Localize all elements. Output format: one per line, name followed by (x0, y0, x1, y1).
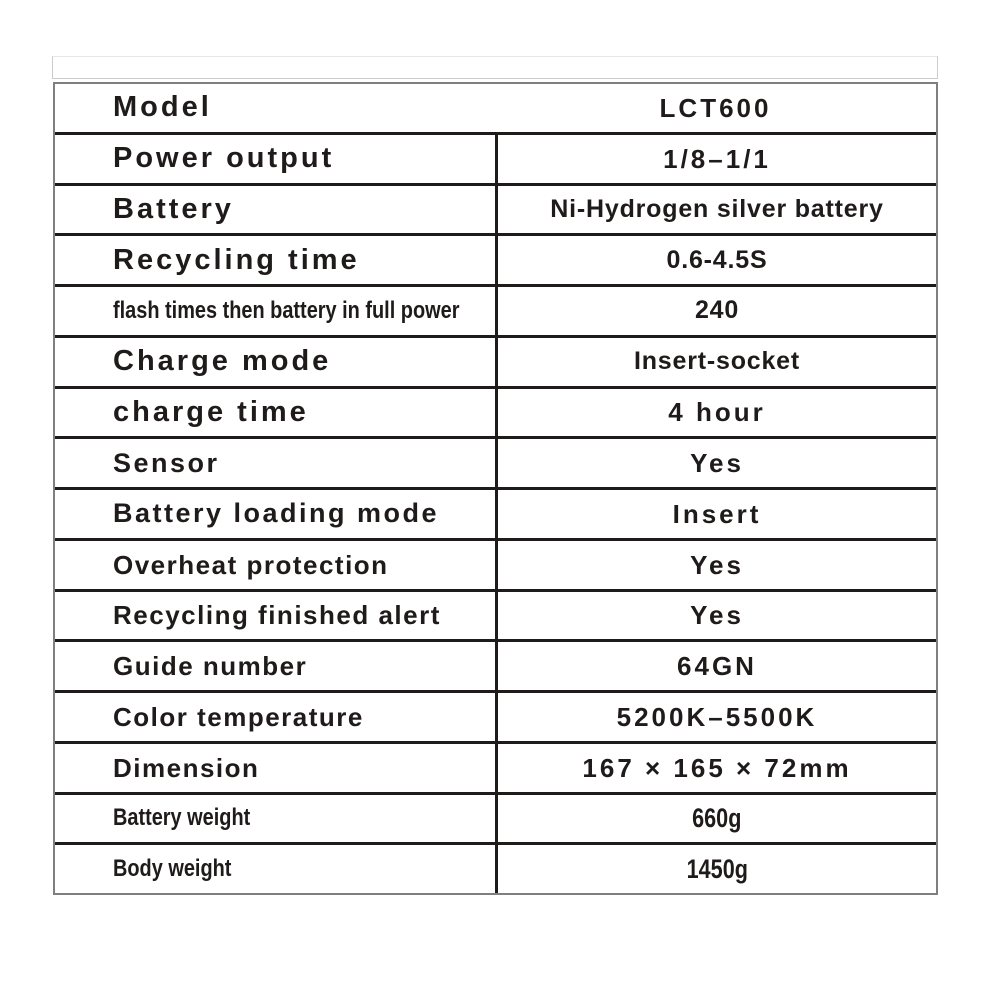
spec-label-cell (55, 845, 495, 893)
spec-value: LCT600 (659, 92, 772, 123)
spec-value: 167 × 165 × 72mm (582, 752, 852, 783)
table-row (55, 335, 936, 386)
spec-label: Color temperature (113, 701, 364, 732)
spec-value: Yes (690, 600, 744, 631)
spec-value: Insert-socket (633, 347, 800, 376)
table-row (55, 132, 936, 183)
spec-value: 4 hour (668, 397, 766, 428)
spec-value-cell (495, 186, 936, 234)
spec-label-cell (55, 642, 495, 690)
spec-label: Recycling time (113, 243, 360, 276)
spec-table (53, 82, 938, 895)
spec-value: 660g (692, 802, 742, 833)
spec-value: 240 (694, 296, 740, 325)
spec-value-cell (495, 389, 936, 437)
spec-label-cell (55, 439, 495, 487)
spec-value: 1450g (686, 853, 748, 884)
spec-value-cell (495, 439, 936, 487)
spec-label: charge time (113, 395, 309, 428)
spec-value-cell (495, 744, 936, 792)
spec-value-cell (495, 541, 936, 589)
spec-label-cell (55, 287, 495, 335)
spec-label: Charge mode (113, 345, 332, 378)
table-row (55, 690, 936, 741)
spec-label-cell (55, 84, 495, 132)
spec-label: Sensor (113, 447, 220, 478)
spec-label: Model (113, 91, 212, 124)
table-row (55, 639, 936, 690)
table-row (55, 183, 936, 234)
spec-label-cell (55, 236, 495, 284)
table-row (55, 84, 936, 132)
spec-label: Battery (113, 192, 234, 225)
spec-label-cell (55, 389, 495, 437)
spec-value-cell (495, 338, 936, 386)
spec-value: 0.6-4.5S (666, 245, 768, 274)
spec-label: flash times then battery in full power (113, 296, 460, 324)
spec-label: Recycling finished alert (113, 600, 441, 631)
table-row (55, 538, 936, 589)
spec-label: Dimension (113, 752, 260, 783)
spec-label: Battery weight (113, 804, 251, 832)
spec-value-cell (495, 236, 936, 284)
spec-label: Overheat protection (113, 549, 389, 580)
spec-value-cell (495, 693, 936, 741)
spec-label-cell (55, 490, 495, 538)
spec-value: Yes (690, 448, 744, 479)
spec-value-cell (495, 795, 936, 843)
spec-label-cell (55, 338, 495, 386)
spec-label: Battery loading mode (113, 498, 440, 529)
spec-value-cell (495, 135, 936, 183)
spec-value-cell (495, 287, 936, 335)
spec-value-cell (495, 592, 936, 640)
spec-label: Body weight (113, 855, 232, 883)
spec-label-cell (55, 135, 495, 183)
spec-value-cell (495, 84, 936, 132)
table-row (55, 741, 936, 792)
spec-value: Insert (672, 498, 762, 529)
spec-label-cell (55, 592, 495, 640)
spec-value: 64GN (677, 651, 757, 682)
spec-label-cell (55, 744, 495, 792)
spec-value: Ni-Hydrogen silver battery (550, 194, 884, 223)
spec-value-cell (495, 490, 936, 538)
table-row (55, 842, 936, 893)
spec-label-cell (55, 186, 495, 234)
spec-label: Power output (113, 142, 335, 175)
table-row (55, 436, 936, 487)
spec-value: Yes (690, 549, 744, 580)
table-row (55, 792, 936, 843)
spec-label-cell (55, 795, 495, 843)
table-row (55, 589, 936, 640)
spec-value-cell (495, 845, 936, 893)
spec-label: Guide number (113, 651, 308, 682)
spec-label-cell (55, 541, 495, 589)
table-row (55, 233, 936, 284)
table-row (55, 386, 936, 437)
spec-value-cell (495, 642, 936, 690)
spec-value: 5200K–5500K (616, 701, 818, 732)
table-row (55, 487, 936, 538)
scan-edge-strip (52, 56, 938, 79)
spec-value: 1/8–1/1 (663, 143, 771, 174)
table-row (55, 284, 936, 335)
spec-label-cell (55, 693, 495, 741)
